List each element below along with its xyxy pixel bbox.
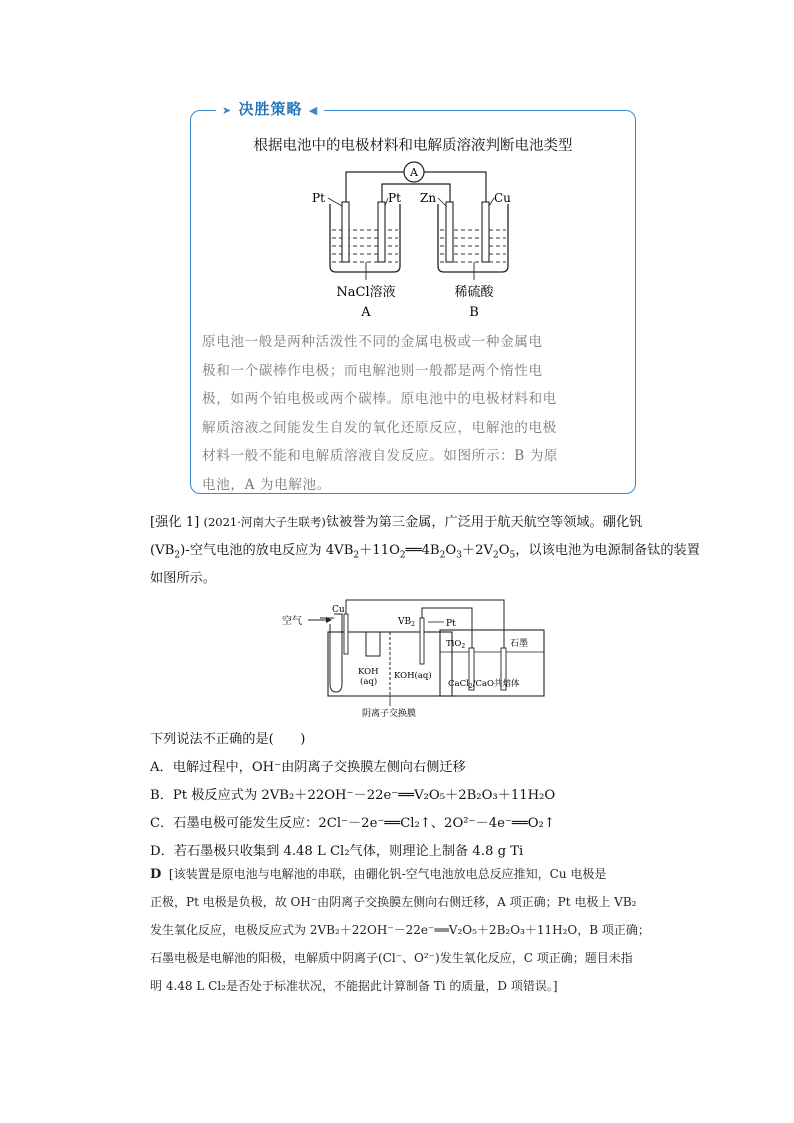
question-stem: 下列说法不正确的是( ) <box>150 732 306 747</box>
answer-line-5: 明 4.48 L Cl₂是否处于标准状况，不能据此计算制备 Ti 的质量，D 项错误。] <box>150 979 558 993</box>
pt-label: Pt <box>446 619 456 629</box>
electrode-label-cu: Cu <box>494 191 511 205</box>
strategy-line: 电池，A 为电解池。 <box>202 476 331 493</box>
koh-left-label-2: (aq) <box>360 677 378 687</box>
exercise-intro-text: 钛被誉为第三金属，广泛用于航天航空等领域。硼化钒 <box>325 515 643 530</box>
electrode-cu-2 <box>344 614 348 654</box>
apparatus-diagram <box>280 598 550 720</box>
vb2-label: $VB_2$ <box>398 617 415 628</box>
strategy-paragraph <box>202 328 626 499</box>
solution-a-label: NaCl溶液 <box>336 285 396 300</box>
cu-label: Cu <box>332 605 345 615</box>
electrode-cu <box>482 202 489 262</box>
option-b[interactable]: B．Pt 极反应式为 2VB₂＋22OH⁻－22e⁻══V₂O₅＋2B₂O₃＋11H₂O <box>150 788 556 803</box>
answer-line-1: D [该装置是原电池与电解池的串联，由硼化钒-空气电池放电总反应推知，Cu 电极是 <box>150 867 607 882</box>
exercise-intro-line-3: 如图所示。 <box>150 571 216 586</box>
exercise-intro-line-2: $(VB_2)-$空气电池的放电反应为 $4VB_2+11O_2══4B_2O_3+2V_2O_5$，以该电池为电源制备钛的装置 <box>150 543 700 561</box>
meter-label: A <box>410 166 418 179</box>
exercise-intro-line-1 <box>150 511 642 530</box>
option-c[interactable]: C．石墨电极可能发生反应：2Cl⁻－2e⁻══Cl₂↑、2O²⁻－4e⁻══O₂↑ <box>150 816 555 831</box>
cell-diagram-ab <box>300 158 530 320</box>
graphite-label: 石墨 <box>510 639 529 649</box>
exercise-source: (2021·河南大子生联考) <box>203 515 326 529</box>
option-a[interactable]: A．电解过程中，OH⁻由阴离子交换膜左侧向右侧迁移 <box>150 760 466 775</box>
strategy-heading: 根据电池中的电极材料和电解质溶液判断电池类型 <box>253 138 573 154</box>
strategy-line: 极和一个碳棒作电极；而电解池则一般都是两个惰性电 <box>202 362 543 379</box>
strategy-line: 解质溶液之间能发生自发的氧化还原反应，电解池的电极 <box>202 419 557 436</box>
strategy-line: 极，如两个铂电极或两个碳棒。原电池中的电极材料和电 <box>202 391 557 407</box>
koh-left-label-1: KOH <box>358 667 379 677</box>
strategy-tag <box>216 98 324 119</box>
electrode-pt-1 <box>342 202 349 262</box>
answer-line-2: 正极，Pt 电极是负极，故 OH⁻由阴离子交换膜左侧向右侧迁移，A 项正确；Pt 电极上 VB₂ <box>150 895 637 909</box>
answer-line-3: 发生氧化反应，电极反应式为 2VB₂＋22OH⁻－22e⁻══V₂O₅＋2B₂O₃＋11H₂O，B 项正确； <box>150 923 650 937</box>
air-label: 空气 <box>282 616 302 627</box>
answer-letter: D <box>150 867 162 882</box>
caption-b: B <box>469 305 479 320</box>
electrode-label-pt-2: Pt <box>388 191 401 205</box>
solution-b-label: 稀硫酸 <box>454 285 494 300</box>
koh-right-label: KOH(aq) <box>394 671 432 681</box>
membrane-label: 阴离子交换膜 <box>362 709 417 719</box>
caption-a: A <box>361 305 371 320</box>
answer-line-4: 石墨电极是电解池的阳极，电解质中阴离子(Cl⁻、O²⁻)发生氧化反应，C 项正确；题目未指 <box>150 951 633 965</box>
arrow-right-icon: ➤ <box>222 104 233 117</box>
arrow-left-icon: ◀ <box>308 104 319 117</box>
electrode-label-zn: Zn <box>420 191 437 205</box>
option-d[interactable]: D．若石墨极只收集到 4.48 L Cl₂气体，则理论上制备 4.8 g Ti <box>150 844 524 859</box>
strategy-tag-label: 决胜策略 <box>238 100 303 118</box>
electrode-vb2 <box>420 618 424 664</box>
strategy-line: 原电池一般是两种活泼性不同的金属电极或一种金属电 <box>202 334 543 350</box>
tio2-label: TiO$_2$ <box>446 639 466 650</box>
electrode-label-pt-1: Pt <box>312 191 325 205</box>
electrode-zn <box>446 202 453 262</box>
electrode-pt-2 <box>378 202 385 262</box>
melt-label: CaCl$_2$/CaO共熔体 <box>448 679 520 690</box>
strategy-line: 材料一般不能和电解质溶液自发反应。如图所示：B 为原 <box>202 448 559 464</box>
exercise-label: [强化 1] <box>150 515 200 530</box>
